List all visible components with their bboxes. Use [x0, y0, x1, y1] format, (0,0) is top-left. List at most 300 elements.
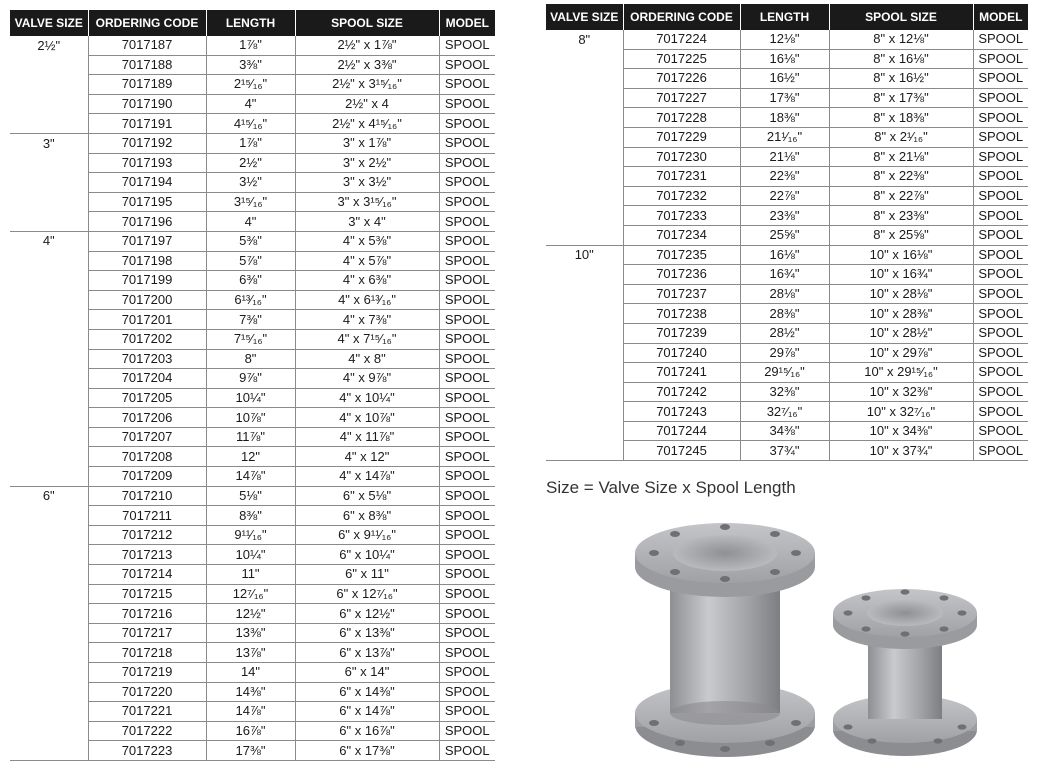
- cell-model: SPOOL: [439, 173, 495, 193]
- cell-spool-size: 8" x 16½": [829, 69, 973, 89]
- cell-ordering-code: 7017191: [88, 114, 206, 134]
- cell-model: SPOOL: [439, 545, 495, 565]
- table-row: [10, 525, 495, 545]
- cell-length: 6⅜": [206, 271, 295, 291]
- cell-spool-size: 6" x 8⅜": [295, 506, 439, 526]
- cell-ordering-code: 7017201: [88, 310, 206, 330]
- cell-ordering-code: 7017196: [88, 212, 206, 232]
- cell-ordering-code: 7017220: [88, 682, 206, 702]
- cell-ordering-code: 7017227: [623, 88, 740, 108]
- cell-model: SPOOL: [439, 310, 495, 330]
- cell-valve-size: [546, 421, 623, 441]
- table-row: [546, 245, 1028, 265]
- cell-spool-size: 4" x 5⅜": [295, 231, 439, 251]
- cell-ordering-code: 7017187: [88, 36, 206, 55]
- cell-ordering-code: 7017200: [88, 290, 206, 310]
- header-length: LENGTH: [206, 10, 295, 36]
- cell-model: SPOOL: [973, 382, 1028, 402]
- cell-length: 8⅜": [206, 506, 295, 526]
- cell-model: SPOOL: [973, 49, 1028, 69]
- cell-model: SPOOL: [973, 108, 1028, 128]
- cell-spool-size: 8" x 23⅜": [829, 206, 973, 226]
- table-row: [10, 369, 495, 389]
- cell-length: 10⅞": [206, 408, 295, 428]
- cell-length: 17⅜": [740, 88, 829, 108]
- cell-spool-size: 10" x 32⁷⁄₁₆": [829, 402, 973, 422]
- cell-length: 11": [206, 565, 295, 585]
- cell-length: 10¼": [206, 388, 295, 408]
- cell-valve-size: [10, 388, 88, 408]
- cell-spool-size: 10" x 28½": [829, 323, 973, 343]
- cell-model: SPOOL: [439, 408, 495, 428]
- table-row: [10, 721, 495, 741]
- table-header-row: [546, 4, 1028, 30]
- cell-ordering-code: 7017234: [623, 225, 740, 245]
- table-row: [546, 147, 1028, 167]
- spool-table-left: [10, 10, 495, 761]
- cell-model: SPOOL: [973, 441, 1028, 461]
- cell-length: 14": [206, 663, 295, 683]
- cell-model: SPOOL: [973, 284, 1028, 304]
- small-spool: [833, 589, 977, 756]
- table-row: [10, 271, 495, 291]
- cell-length: 16¾": [740, 265, 829, 285]
- cell-model: SPOOL: [439, 427, 495, 447]
- cell-valve-size: [10, 584, 88, 604]
- cell-spool-size: 6" x 17⅜": [295, 741, 439, 761]
- cell-ordering-code: 7017228: [623, 108, 740, 128]
- table-row: [10, 231, 495, 251]
- table-row: [546, 304, 1028, 324]
- cell-model: SPOOL: [439, 133, 495, 153]
- cell-length: 9⅞": [206, 369, 295, 389]
- table-row: [10, 741, 495, 761]
- cell-spool-size: 2½" x 1⅞": [295, 36, 439, 55]
- cell-valve-size: [10, 94, 88, 114]
- spool-table-right: [546, 4, 1028, 461]
- cell-valve-size: [546, 441, 623, 461]
- cell-spool-size: 6" x 13⅞": [295, 643, 439, 663]
- cell-length: 21⅛": [740, 147, 829, 167]
- cell-model: SPOOL: [439, 271, 495, 291]
- cell-valve-size: [546, 88, 623, 108]
- cell-model: SPOOL: [973, 402, 1028, 422]
- cell-valve-size: [10, 741, 88, 761]
- large-spool: [635, 523, 815, 757]
- cell-model: SPOOL: [439, 251, 495, 271]
- cell-spool-size: 8" x 12⅛": [829, 30, 973, 49]
- cell-length: 29¹⁵⁄₁₆": [740, 363, 829, 383]
- cell-ordering-code: 7017195: [88, 192, 206, 212]
- cell-ordering-code: 7017210: [88, 486, 206, 506]
- cell-ordering-code: 7017192: [88, 133, 206, 153]
- cell-spool-size: 3" x 2½": [295, 153, 439, 173]
- cell-ordering-code: 7017238: [623, 304, 740, 324]
- table-row: [10, 447, 495, 467]
- cell-valve-size: [10, 702, 88, 722]
- cell-length: 28½": [740, 323, 829, 343]
- cell-ordering-code: 7017237: [623, 284, 740, 304]
- cell-valve-size: [10, 623, 88, 643]
- table-row: [10, 467, 495, 487]
- cell-spool-size: 6" x 12½": [295, 604, 439, 624]
- cell-ordering-code: 7017236: [623, 265, 740, 285]
- table-row: [10, 545, 495, 565]
- cell-valve-size: [10, 545, 88, 565]
- cell-valve-size: [10, 271, 88, 291]
- cell-model: SPOOL: [439, 212, 495, 232]
- cell-spool-size: 6" x 10¼": [295, 545, 439, 565]
- cell-ordering-code: 7017194: [88, 173, 206, 193]
- cell-ordering-code: 7017232: [623, 186, 740, 206]
- header-model: MODEL: [439, 10, 495, 36]
- cell-length: 7¹⁵⁄₁₆": [206, 329, 295, 349]
- cell-spool-size: 2½" x 4: [295, 94, 439, 114]
- cell-ordering-code: 7017219: [88, 663, 206, 683]
- table-row: [10, 506, 495, 526]
- cell-model: SPOOL: [439, 604, 495, 624]
- header-ordering-code: ORDERING CODE: [88, 10, 206, 36]
- cell-ordering-code: 7017214: [88, 565, 206, 585]
- cell-model: SPOOL: [439, 369, 495, 389]
- cell-valve-size: [10, 114, 88, 134]
- cell-valve-size: [10, 251, 88, 271]
- cell-length: 3¹⁵⁄₁₆": [206, 192, 295, 212]
- cell-length: 5⅜": [206, 231, 295, 251]
- cell-valve-size: [10, 192, 88, 212]
- cell-ordering-code: 7017204: [88, 369, 206, 389]
- cell-spool-size: 4" x 14⅞": [295, 467, 439, 487]
- cell-ordering-code: 7017223: [88, 741, 206, 761]
- table-row: [546, 402, 1028, 422]
- cell-ordering-code: 7017230: [623, 147, 740, 167]
- cell-length: 7⅜": [206, 310, 295, 330]
- cell-valve-size: [546, 284, 623, 304]
- cell-valve-size: [546, 265, 623, 285]
- cell-length: 34⅜": [740, 421, 829, 441]
- cell-model: SPOOL: [439, 94, 495, 114]
- cell-model: SPOOL: [973, 323, 1028, 343]
- cell-length: 4": [206, 212, 295, 232]
- cell-length: 10¼": [206, 545, 295, 565]
- table-row: [10, 565, 495, 585]
- cell-length: 8": [206, 349, 295, 369]
- cell-spool-size: 4" x 10¼": [295, 388, 439, 408]
- cell-spool-size: 8" x 17⅜": [829, 88, 973, 108]
- cell-ordering-code: 7017216: [88, 604, 206, 624]
- cell-ordering-code: 7017189: [88, 75, 206, 95]
- cell-valve-size: [10, 467, 88, 487]
- table-row: [10, 388, 495, 408]
- table-row: [546, 206, 1028, 226]
- cell-valve-size: [10, 329, 88, 349]
- cell-valve-size: [10, 506, 88, 526]
- table-row: [546, 265, 1028, 285]
- table-row: [10, 192, 495, 212]
- cell-valve-size: [10, 212, 88, 232]
- cell-spool-size: 4" x 9⅞": [295, 369, 439, 389]
- cell-valve-size: [546, 382, 623, 402]
- cell-length: 4": [206, 94, 295, 114]
- cell-valve-size: 2½": [10, 36, 88, 55]
- cell-valve-size: [10, 427, 88, 447]
- cell-ordering-code: 7017224: [623, 30, 740, 49]
- cell-ordering-code: 7017209: [88, 467, 206, 487]
- cell-spool-size: 3" x 4": [295, 212, 439, 232]
- table-row: [546, 441, 1028, 461]
- header-model: MODEL: [973, 4, 1028, 30]
- cell-valve-size: 8": [546, 30, 623, 49]
- cell-length: 16⅞": [206, 721, 295, 741]
- cell-ordering-code: 7017233: [623, 206, 740, 226]
- cell-valve-size: [10, 721, 88, 741]
- cell-spool-size: 8" x 2¹⁄₁₆": [829, 127, 973, 147]
- cell-ordering-code: 7017215: [88, 584, 206, 604]
- cell-model: SPOOL: [973, 69, 1028, 89]
- cell-spool-size: 8" x 25⅝": [829, 225, 973, 245]
- cell-length: 14⅜": [206, 682, 295, 702]
- header-length: LENGTH: [740, 4, 829, 30]
- table-row: [10, 212, 495, 232]
- cell-spool-size: 4" x 5⅞": [295, 251, 439, 271]
- cell-model: SPOOL: [439, 329, 495, 349]
- cell-length: 3½": [206, 173, 295, 193]
- table-row: [10, 604, 495, 624]
- cell-model: SPOOL: [439, 290, 495, 310]
- cell-length: 23⅜": [740, 206, 829, 226]
- cell-model: SPOOL: [439, 114, 495, 134]
- table-row: [10, 55, 495, 75]
- cell-model: SPOOL: [439, 55, 495, 75]
- cell-ordering-code: 7017207: [88, 427, 206, 447]
- cell-spool-size: 6" x 13⅜": [295, 623, 439, 643]
- cell-model: SPOOL: [439, 682, 495, 702]
- cell-ordering-code: 7017188: [88, 55, 206, 75]
- cell-ordering-code: 7017241: [623, 363, 740, 383]
- table-row: [546, 382, 1028, 402]
- cell-ordering-code: 7017244: [623, 421, 740, 441]
- cell-spool-size: 10" x 34⅜": [829, 421, 973, 441]
- cell-model: SPOOL: [439, 702, 495, 722]
- table-row: [546, 421, 1028, 441]
- cell-spool-size: 10" x 37¾": [829, 441, 973, 461]
- cell-length: 18⅜": [740, 108, 829, 128]
- table-row: [10, 94, 495, 114]
- header-valve-size: VALVE SIZE: [10, 10, 88, 36]
- cell-spool-size: 3" x 3½": [295, 173, 439, 193]
- cell-model: SPOOL: [439, 36, 495, 55]
- cell-spool-size: 6" x 16⅞": [295, 721, 439, 741]
- cell-length: 16⅛": [740, 245, 829, 265]
- cell-length: 13⅞": [206, 643, 295, 663]
- cell-spool-size: 10" x 29⅞": [829, 343, 973, 363]
- cell-spool-size: 6" x 14⅞": [295, 702, 439, 722]
- cell-length: 1⅞": [206, 133, 295, 153]
- cell-ordering-code: 7017208: [88, 447, 206, 467]
- cell-valve-size: 3": [10, 133, 88, 153]
- cell-ordering-code: 7017197: [88, 231, 206, 251]
- cell-spool-size: 8" x 21⅛": [829, 147, 973, 167]
- cell-ordering-code: 7017199: [88, 271, 206, 291]
- cell-model: SPOOL: [439, 565, 495, 585]
- cell-length: 3⅜": [206, 55, 295, 75]
- cell-model: SPOOL: [973, 363, 1028, 383]
- cell-length: 2½": [206, 153, 295, 173]
- cell-length: 16½": [740, 69, 829, 89]
- cell-length: 13⅜": [206, 623, 295, 643]
- cell-length: 28⅜": [740, 304, 829, 324]
- cell-spool-size: 4" x 12": [295, 447, 439, 467]
- cell-length: 12⅛": [740, 30, 829, 49]
- cell-spool-size: 8" x 22⅞": [829, 186, 973, 206]
- cell-model: SPOOL: [973, 265, 1028, 285]
- table-row: [10, 251, 495, 271]
- cell-valve-size: 6": [10, 486, 88, 506]
- table-row: [546, 49, 1028, 69]
- cell-length: 17⅜": [206, 741, 295, 761]
- cell-spool-size: 2½" x 3¹⁵⁄₁₆": [295, 75, 439, 95]
- cell-ordering-code: 7017217: [88, 623, 206, 643]
- cell-valve-size: [546, 127, 623, 147]
- cell-model: SPOOL: [973, 343, 1028, 363]
- table-row: [546, 363, 1028, 383]
- table-row: [10, 643, 495, 663]
- table-row: [10, 329, 495, 349]
- table-row: [546, 69, 1028, 89]
- cell-model: SPOOL: [439, 525, 495, 545]
- table-row: [10, 36, 495, 55]
- cell-spool-size: 4" x 7⅜": [295, 310, 439, 330]
- cell-valve-size: [10, 369, 88, 389]
- cell-model: SPOOL: [973, 186, 1028, 206]
- cell-valve-size: [546, 323, 623, 343]
- cell-model: SPOOL: [439, 349, 495, 369]
- cell-length: 9¹¹⁄₁₆": [206, 525, 295, 545]
- cell-model: SPOOL: [973, 206, 1028, 226]
- cell-ordering-code: 7017225: [623, 49, 740, 69]
- cell-model: SPOOL: [439, 741, 495, 761]
- cell-valve-size: [10, 310, 88, 330]
- cell-valve-size: [10, 525, 88, 545]
- cell-spool-size: 4" x 6⅜": [295, 271, 439, 291]
- cell-ordering-code: 7017245: [623, 441, 740, 461]
- cell-ordering-code: 7017229: [623, 127, 740, 147]
- cell-length: 14⅞": [206, 702, 295, 722]
- cell-valve-size: [10, 290, 88, 310]
- cell-length: 29⅞": [740, 343, 829, 363]
- cell-length: 12½": [206, 604, 295, 624]
- cell-valve-size: [10, 349, 88, 369]
- cell-valve-size: [546, 69, 623, 89]
- table-row: [10, 290, 495, 310]
- cell-model: SPOOL: [973, 88, 1028, 108]
- cell-valve-size: [546, 206, 623, 226]
- cell-spool-size: 10" x 28⅜": [829, 304, 973, 324]
- cell-ordering-code: 7017211: [88, 506, 206, 526]
- table-row: [546, 225, 1028, 245]
- cell-valve-size: [546, 402, 623, 422]
- cell-spool-size: 2½" x 3⅜": [295, 55, 439, 75]
- cell-model: SPOOL: [973, 225, 1028, 245]
- table-row: [10, 663, 495, 683]
- cell-length: 28⅛": [740, 284, 829, 304]
- cell-length: 37¾": [740, 441, 829, 461]
- cell-length: 21¹⁄₁₆": [740, 127, 829, 147]
- cell-valve-size: [546, 167, 623, 187]
- cell-model: SPOOL: [439, 721, 495, 741]
- cell-length: 1⅞": [206, 36, 295, 55]
- table-row: [10, 173, 495, 193]
- table-row: [546, 323, 1028, 343]
- cell-spool-size: 6" x 12⁷⁄₁₆": [295, 584, 439, 604]
- cell-valve-size: [10, 153, 88, 173]
- cell-model: SPOOL: [973, 147, 1028, 167]
- header-spool-size: SPOOL SIZE: [829, 4, 973, 30]
- cell-model: SPOOL: [973, 167, 1028, 187]
- table-row: [10, 427, 495, 447]
- cell-model: SPOOL: [439, 75, 495, 95]
- cell-ordering-code: 7017203: [88, 349, 206, 369]
- cell-spool-size: 8" x 18⅜": [829, 108, 973, 128]
- cell-model: SPOOL: [439, 192, 495, 212]
- cell-model: SPOOL: [439, 388, 495, 408]
- cell-model: SPOOL: [439, 643, 495, 663]
- cell-ordering-code: 7017221: [88, 702, 206, 722]
- table-row: [10, 486, 495, 506]
- cell-valve-size: [10, 447, 88, 467]
- cell-model: SPOOL: [439, 506, 495, 526]
- cell-spool-size: 4" x 10⅞": [295, 408, 439, 428]
- cell-spool-size: 10" x 16¾": [829, 265, 973, 285]
- cell-ordering-code: 7017242: [623, 382, 740, 402]
- cell-valve-size: [10, 55, 88, 75]
- table-row: [546, 127, 1028, 147]
- cell-length: 32⅜": [740, 382, 829, 402]
- cell-valve-size: [546, 363, 623, 383]
- header-ordering-code: ORDERING CODE: [623, 4, 740, 30]
- cell-spool-size: 4" x 8": [295, 349, 439, 369]
- table-row: [546, 30, 1028, 49]
- cell-model: SPOOL: [439, 447, 495, 467]
- cell-ordering-code: 7017226: [623, 69, 740, 89]
- cell-ordering-code: 7017198: [88, 251, 206, 271]
- cell-ordering-code: 7017190: [88, 94, 206, 114]
- cell-model: SPOOL: [973, 245, 1028, 265]
- cell-valve-size: 4": [10, 231, 88, 251]
- cell-ordering-code: 7017202: [88, 329, 206, 349]
- table-row: [10, 623, 495, 643]
- cell-valve-size: [546, 225, 623, 245]
- cell-model: SPOOL: [973, 30, 1028, 49]
- table-row: [10, 133, 495, 153]
- cell-spool-size: 3" x 1⅞": [295, 133, 439, 153]
- cell-valve-size: [10, 75, 88, 95]
- cell-valve-size: [10, 604, 88, 624]
- cell-model: SPOOL: [439, 584, 495, 604]
- cell-spool-size: 6" x 14": [295, 663, 439, 683]
- table-row: [10, 153, 495, 173]
- cell-valve-size: [10, 643, 88, 663]
- cell-spool-size: 8" x 22⅜": [829, 167, 973, 187]
- table-header-row: [10, 10, 495, 36]
- cell-spool-size: 8" x 16⅛": [829, 49, 973, 69]
- cell-ordering-code: 7017205: [88, 388, 206, 408]
- cell-model: SPOOL: [439, 153, 495, 173]
- table-row: [10, 349, 495, 369]
- cell-valve-size: [10, 565, 88, 585]
- header-spool-size: SPOOL SIZE: [295, 10, 439, 36]
- table-row: [546, 108, 1028, 128]
